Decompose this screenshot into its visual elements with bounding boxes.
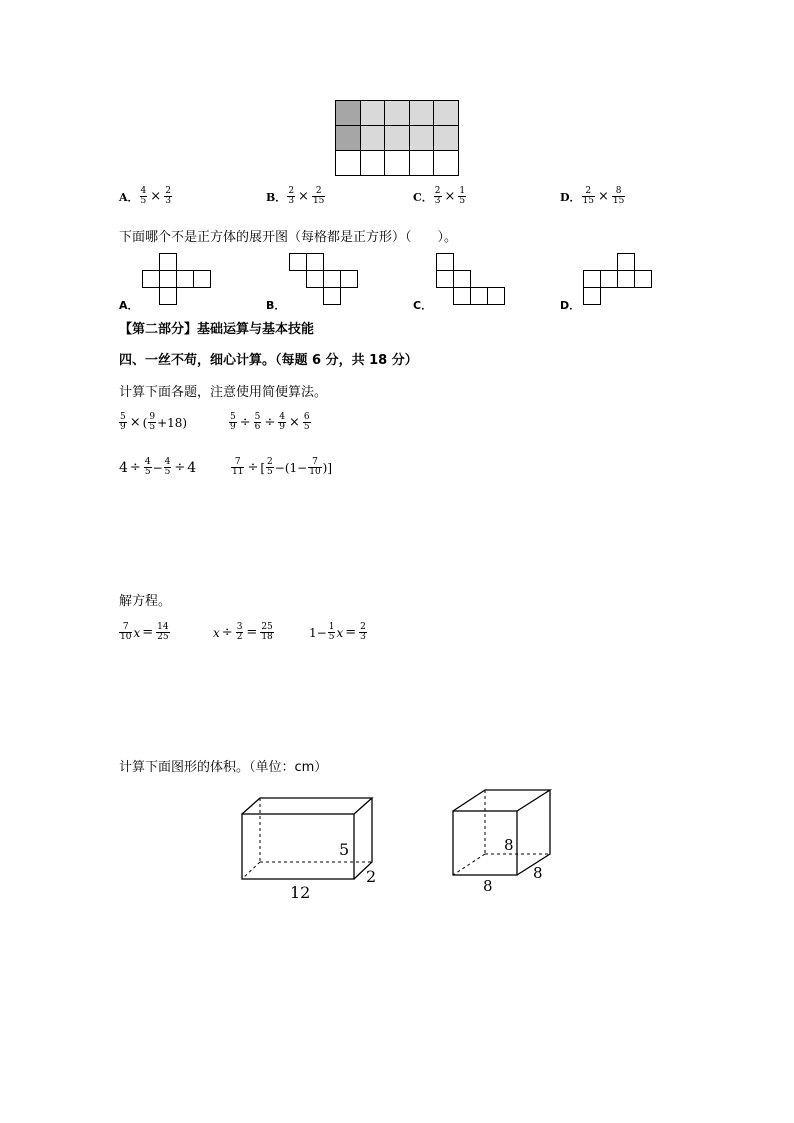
net-square xyxy=(323,287,341,305)
grid-cell xyxy=(409,150,435,176)
part2-title: 【第二部分】基础运算与基本技能 xyxy=(119,322,315,337)
net-square xyxy=(453,270,471,288)
fraction-option-d[interactable]: D． $\frac{2}{15}$ × $\frac{8}{15}$ xyxy=(560,186,625,206)
cube-bottom-label: 8 xyxy=(483,877,493,895)
fraction: $\frac{2}{3}$ xyxy=(434,186,441,206)
fraction-option-c[interactable]: C． $\frac{2}{3}$ × $\frac{1}{5}$ xyxy=(413,186,466,206)
grid-cell xyxy=(433,125,459,151)
cuboid-figure xyxy=(230,790,400,905)
grid-cell xyxy=(384,150,410,176)
calc-expression-2: $\frac{5}{9}$ ÷ $\frac{5}{6}$ ÷ $\frac{4}{9}$ × $\frac{6}{5}$ xyxy=(230,412,310,432)
fraction: $\frac{2}{3}$ xyxy=(165,186,171,206)
equation-3: 1− $\frac{1}{5}$ x = $\frac{2}{3}$ xyxy=(309,622,366,642)
calc-expression-3: 4 ÷ $\frac{4}{5}$ − $\frac{4}{5}$ ÷ 4 xyxy=(119,457,197,477)
net-square xyxy=(617,270,635,288)
net-square xyxy=(159,270,177,288)
cuboid-hidden-bottom-side xyxy=(242,862,260,879)
net-square xyxy=(470,287,488,305)
fraction: $\frac{4}{5}$ xyxy=(140,186,147,206)
grid-cell xyxy=(360,100,386,126)
net-square xyxy=(142,270,160,288)
net-square xyxy=(306,253,324,271)
calc-instruction: 计算下面各题，注意使用简便算法。 xyxy=(119,385,328,400)
section4-title: 四、一丝不苟，细心计算。（每题 6 分，共 18 分） xyxy=(119,353,418,368)
calc-expression-4: $\frac{7}{11}$ ÷ [ $\frac{2}{5}$ −(1− $\frac{7}{10}$ )] xyxy=(232,457,333,477)
grid-cell xyxy=(409,100,435,126)
cuboid-top-edges xyxy=(242,798,372,814)
option-label: C． xyxy=(413,190,433,204)
option-label: B． xyxy=(266,299,286,312)
cuboid-height-label: 5 xyxy=(339,840,350,859)
cube-side-label: 8 xyxy=(533,864,543,882)
net-square xyxy=(600,270,618,288)
cube-figure xyxy=(445,785,565,895)
equations-instruction: 解方程。 xyxy=(119,594,172,609)
grid-cell xyxy=(335,100,361,126)
cuboid-width-label: 2 xyxy=(366,867,377,886)
grid-cell xyxy=(384,125,410,151)
fraction: $\frac{1}{5}$ xyxy=(459,186,466,206)
net-square xyxy=(159,287,177,305)
net-square xyxy=(436,253,454,271)
grid-cell xyxy=(360,150,386,176)
net-square xyxy=(583,270,601,288)
net-square xyxy=(176,270,194,288)
equation-2: x ÷ $\frac{3}{2}$ = $\frac{25}{18}$ xyxy=(213,622,273,642)
cube-hidden-bottom-side xyxy=(453,854,485,875)
net-square xyxy=(193,270,211,288)
net-square xyxy=(583,287,601,305)
net-square xyxy=(306,270,324,288)
net-square xyxy=(340,270,358,288)
cuboid-length-label: 12 xyxy=(290,883,311,902)
fraction: $\frac{8}{15}$ xyxy=(612,186,625,206)
option-label: D． xyxy=(560,190,581,204)
net-square xyxy=(289,253,307,271)
grid-cell xyxy=(360,125,386,151)
fraction-grid xyxy=(335,100,458,175)
grid-cell xyxy=(335,150,361,176)
net-square xyxy=(453,287,471,305)
equation-1: $\frac{7}{10}$ x = $\frac{14}{25}$ xyxy=(120,622,169,642)
net-square xyxy=(159,253,177,271)
cube-top-edges xyxy=(453,790,550,811)
cube-top-label: 8 xyxy=(504,836,514,854)
cuboid-front-face xyxy=(242,814,354,879)
grid-cell xyxy=(433,100,459,126)
net-square xyxy=(487,287,505,305)
fraction-option-b[interactable]: B． $\frac{2}{3}$ × $\frac{2}{15}$ xyxy=(266,186,325,206)
net-square xyxy=(634,270,652,288)
option-label: D． xyxy=(560,299,581,312)
fraction-option-a[interactable]: A． $\frac{4}{5}$ × $\frac{2}{3}$ xyxy=(119,186,171,206)
calc-expression-1: $\frac{5}{9}$ × ( $\frac{9}{5}$ +18 ) xyxy=(120,412,188,432)
fraction: $\frac{2}{3}$ xyxy=(288,186,295,206)
net-square xyxy=(323,270,341,288)
grid-cell xyxy=(409,125,435,151)
grid-cell xyxy=(384,100,410,126)
option-label: A． xyxy=(119,299,139,312)
fraction: $\frac{2}{15}$ xyxy=(312,186,325,206)
grid-cell xyxy=(433,150,459,176)
grid-cell xyxy=(335,125,361,151)
volume-instruction: 计算下面图形的体积。（单位：cm） xyxy=(119,760,328,775)
option-label: B． xyxy=(266,190,287,204)
cube-question-prompt: 下面哪个不是正方体的展开图（每格都是正方形）（ ）。 xyxy=(119,230,458,245)
option-label: C． xyxy=(413,299,433,312)
cube-right-edges xyxy=(517,790,550,875)
net-square xyxy=(617,253,635,271)
option-label: A． xyxy=(119,190,139,204)
fraction: $\frac{2}{15}$ xyxy=(582,186,594,206)
net-square xyxy=(436,270,454,288)
